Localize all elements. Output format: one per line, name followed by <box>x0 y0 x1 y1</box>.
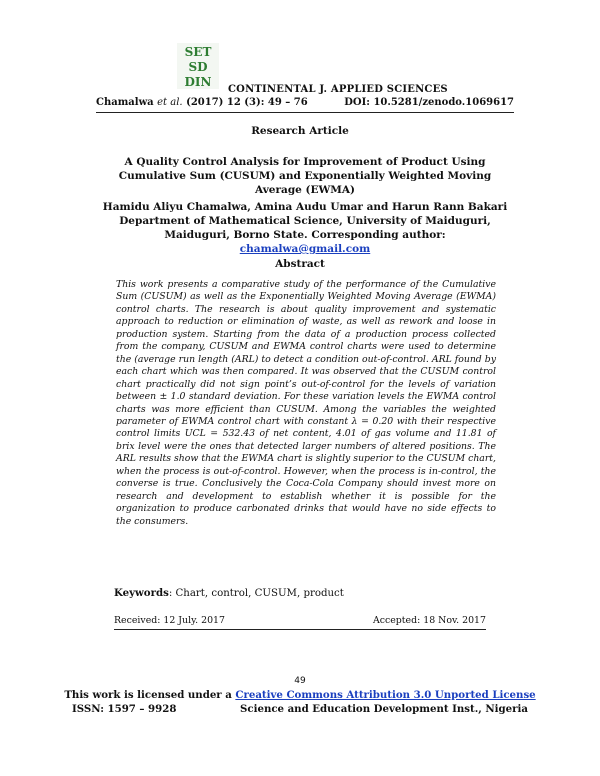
dates <box>114 615 486 626</box>
logo-text-line-2: SD <box>188 60 208 74</box>
abstract-heading: Abstract <box>275 258 325 270</box>
license-line <box>0 689 600 701</box>
citation-volume: (2017) 12 (3): 49 – 76 <box>186 97 308 108</box>
article-title: A Quality Control Analysis for Improvement of Product Using Cumulative Sum (CUSUM) and Exponentially Weighted Moving Average (EWMA) <box>118 156 492 196</box>
footer-line <box>72 703 528 715</box>
journal-logo <box>176 42 220 90</box>
email-link[interactable]: chamalwa@gmail.com <box>239 243 371 255</box>
affiliation-text: Department of Mathematical Science, University of Maiduguri, Maiduguri, Borno State. Corresponding author: <box>119 215 491 241</box>
citation-line <box>96 97 514 108</box>
header-divider <box>96 112 514 113</box>
license-link[interactable]: Creative Commons Attribution 3.0 Unported License <box>235 689 536 701</box>
logo-text-line-1: SET <box>184 45 212 59</box>
accepted-date: Accepted: 18 Nov. 2017 <box>372 615 486 626</box>
affiliation <box>98 214 512 256</box>
citation-etal: et al. <box>157 97 183 108</box>
issn: ISSN: 1597 – 9928 <box>72 703 177 715</box>
keywords-label: Keywords <box>114 587 169 599</box>
citation <box>96 97 308 108</box>
journal-logo-icon <box>176 42 220 90</box>
authors: Hamidu Aliyu Chamalwa, Amina Audu Umar and Harun Rann Bakari <box>102 201 508 213</box>
article-type: Research Article <box>251 125 349 137</box>
citation-author: Chamalwa <box>96 97 154 108</box>
dates-divider <box>114 629 486 630</box>
journal-name: CONTINENTAL J. APPLIED SCIENCES <box>228 84 448 95</box>
logo-text-line-3: DIN <box>184 75 212 89</box>
publisher: Science and Education Development Inst., Nigeria <box>240 703 528 715</box>
keywords <box>114 587 344 599</box>
license-prefix: This work is licensed under a <box>64 689 232 701</box>
page-number: 49 <box>294 676 306 686</box>
received-date: Received: 12 July. 2017 <box>114 615 225 626</box>
doi: DOI: 10.5281/zenodo.1069617 <box>344 97 514 108</box>
abstract-body: This work presents a comparative study of the performance of the Cumulative Sum (CUSUM) as well as the Exponentially Weighted Moving Average (EWMA) control charts. The research is about quality improvement and systematic approach to reduction or elimination of waste, as well as rework and loose in production system. Starting from the data of a production process collected from the company, CUSUM and EWMA control charts were used to determine the (average run length (ARL) to detect a condition out-of-control. ARL found by each chart which was then compared. It was observed that the CUSUM control chart practically did not sign point’s out-of-control for the levels of variation between ± 1.0 standard deviation. For these variation levels the EWMA control charts was more efficient than CUSUM. Among the variables the weighted parameter of EWMA control chart with constant λ = 0.20 with their respective control limits UCL = 532.43 of net content, 4.01 of gas volume and 11.81 of brix level were the ones that detected larger numbers of altered positions. The ARL results show that the EWMA chart is slightly superior to the CUSUM chart, when the process is out-of-control. However, when the process is in-control, the converse is true. Conclusively the Coca-Cola Company should invest more on research and development to establish whether it is possible for the organization to produce carbonated drinks that would have no side effects to the consumers. <box>116 279 496 527</box>
keywords-text: : Chart, control, CUSUM, product <box>168 588 344 599</box>
